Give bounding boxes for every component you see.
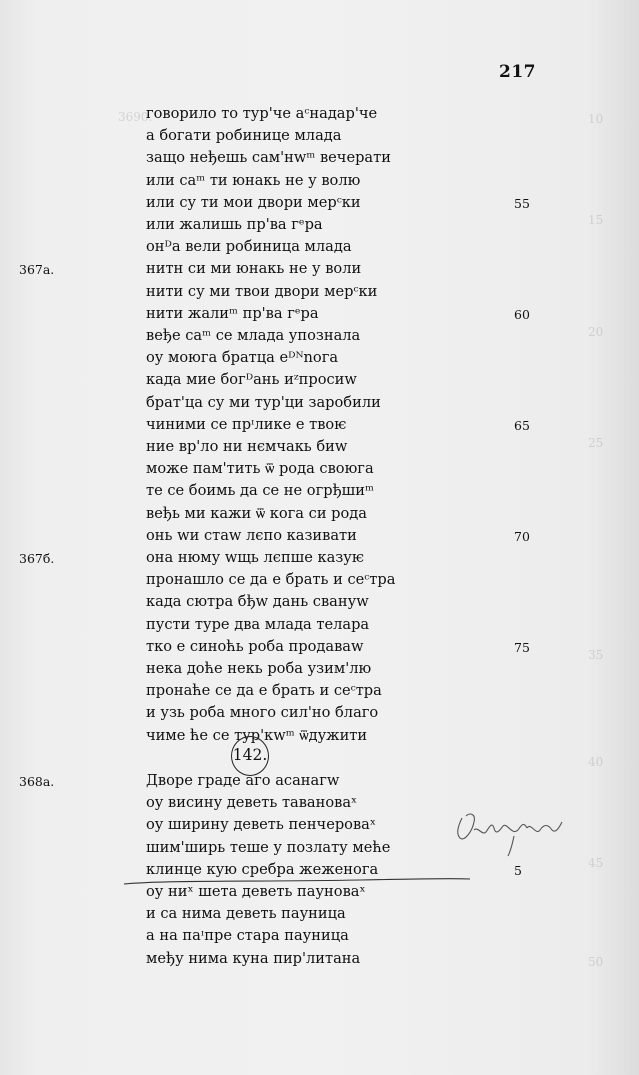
verse-line: говорило то тур'че аᶜнадар'че [146, 105, 378, 122]
verse-line: када сютра бђw дань свануw [146, 593, 369, 611]
verse-line: нити жалиᵐ пр'ва гᵉра [146, 304, 319, 322]
verse-line: пусти туре два млада телара [146, 615, 370, 633]
line-number: 70 [514, 528, 530, 544]
line-number: 60 [514, 306, 530, 322]
verse-line: защо неђешь сам'нwᵐ вечерати [146, 149, 391, 167]
handwritten-word-dvori [458, 814, 562, 856]
verse-line: онь wи стаw лєпо казивати [146, 526, 357, 544]
book-page: 3690. 10 15 20 25 35 40 45 50 217 говорило то тур'че аᶜнадар'че а богати робинице млада защо неђешь сам'нwᵐ вечерати или саᵐ ти юнакь не у волю или су ти мои двори мерᶜки 55 или жалишь пр'ва гᵉра онᴰа вели робиница млада нитн си ми юнакь не у воли 367а. нити су ми твои двори мерᶜки нити жалиᵐ пр'ва гᵉра 60 веђе саᵐ се млада упознала оу моюга братца еᴰᴺnога када мие богᴰань иᶻпросиw брат'ца су ми тур'ци заробили чиними се прᶦлике е твоѥ 65 ние вр'ло ни нємчакь биw може пам'тить ѿ рода своюга те се боимь да се не огрђшиᵐ веђь ми кажи ѿ кога си рода онь wи стаw лєпо казивати 70 она нюму wщь лєпше казуѥ 367б. пронашло се да е брать и сеᶜтра када сютра бђw дань свануw пусти туре два млада телара тко е синоћь роба продаваw 75 нека доће некь роба узим'лю пронаће се да е брать и сеᶜтра и узь роба много сил'но благо чиме ће се тур'кwᵐ ѿдужити 142. Дворе граде аго асанагw 368а. оу висину деветь тавановаˣ оу ширину деветь пенчероваˣ шим'ширь теше у позлату меће клинце кую сребра жеженога 5 оу ниˣ шета деветь пауноваˣ и са нима деветь пауница а на паᶦпре стара пауница међу нима куна пир'литана [0, 0, 639, 1075]
verse-line: нека доће некь роба узим'лю [146, 660, 372, 677]
verse-line: оу ниˣ шета деветь пауноваˣ [146, 883, 366, 900]
line-number: 5 [514, 862, 522, 878]
poem-number-circle: 142. [231, 736, 269, 776]
verse-line: шим'ширь теше у позлату меће [146, 838, 391, 856]
line-number: 65 [514, 417, 530, 433]
verse-line: оу ширину деветь пенчероваˣ [146, 816, 377, 834]
verse-line: може пам'тить ѿ рода своюга [146, 460, 374, 478]
verse-line: нитн си ми юнакь не у воли [146, 260, 362, 278]
verse-line: а богати робинице млада [146, 127, 342, 145]
verse-line: те се боимь да се не огрђшиᵐ [146, 482, 374, 500]
line-number: 55 [514, 195, 530, 211]
manuscript-reference: 367а. [19, 262, 55, 278]
verse-line: а на паᶦпре стара пауница [146, 927, 349, 945]
verse-line: пронаће се да е брать и сеᶜтра [146, 682, 382, 700]
line-number: 75 [514, 639, 530, 655]
verse-line: она нюму wщь лєпше казуѥ [146, 549, 365, 566]
pencil-underline [124, 879, 470, 884]
verse-line: или су ти мои двори мерᶜки [146, 193, 361, 211]
verse-line: нити су ми твои двори мерᶜки [146, 282, 378, 300]
verse-line: онᴰа вели робиница млада [146, 238, 352, 256]
manuscript-reference: 368а. [19, 774, 55, 789]
page-number: 217 [499, 62, 536, 82]
verse-line: брат'ца су ми тур'ци заробили [146, 393, 381, 411]
verse-line: оу висину деветь тавановаˣ [146, 794, 358, 812]
verse-line: када мие богᴰань иᶻпросиw [146, 371, 357, 389]
verse-line: или жалишь пр'ва гᵉра [146, 216, 323, 233]
manuscript-reference: 367б. [19, 551, 55, 566]
verse-line: чиме ће се тур'кwᵐ ѿдужити [146, 726, 368, 744]
verse-line: Дворе граде аго асанагw [146, 772, 340, 789]
verse-line: пронашло се да е брать и сеᶜтра [146, 571, 396, 589]
verse-line: или саᵐ ти юнакь не у волю [146, 171, 361, 189]
verse-line: оу моюга братца еᴰᴺnога [146, 349, 339, 367]
verse-line: тко е синоћь роба продаваw [146, 637, 364, 655]
verse-line: веђь ми кажи ѿ кога си рода [146, 504, 367, 522]
verse-line: чиними се прᶦлике е твоѥ [146, 415, 347, 433]
verse-line: клинце кую сребра жеженога [146, 860, 379, 878]
verse-line: међу нима куна пир'литана [146, 949, 361, 967]
verse-line: веђе саᵐ се млада упознала [146, 327, 361, 344]
verse-line: и са нима деветь пауница [146, 905, 346, 923]
verse-line: и узь роба много сил'но благо [146, 704, 379, 722]
verse-line: ние вр'ло ни нємчакь биw [146, 438, 348, 455]
